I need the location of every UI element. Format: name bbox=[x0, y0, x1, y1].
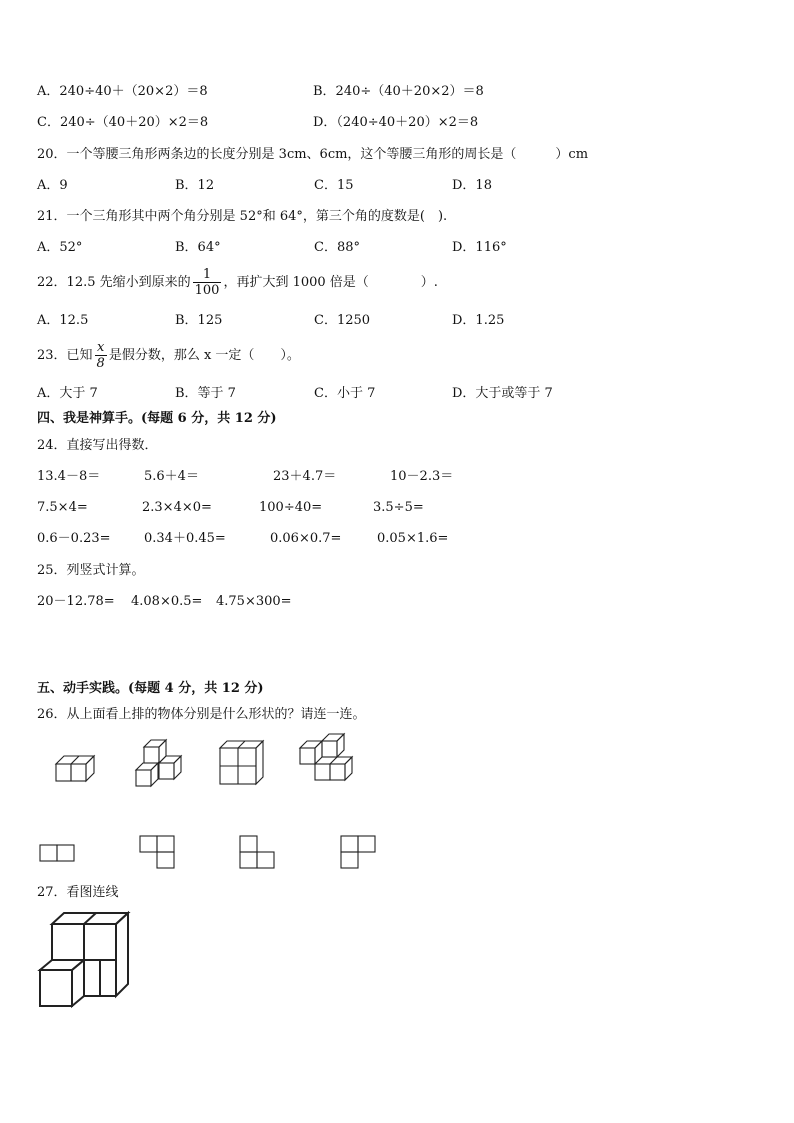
q20-option-c: C．15 bbox=[314, 178, 354, 193]
q23-option-a: A．大于 7 bbox=[37, 386, 98, 401]
q27-figure bbox=[40, 912, 130, 1008]
q20-option-a: A．9 bbox=[37, 178, 68, 193]
q22-fraction bbox=[193, 267, 222, 298]
q21-option-b: B．64° bbox=[175, 240, 221, 255]
q19-option-c: C．240÷（40＋20）×2＝8 bbox=[37, 115, 209, 130]
q24-item: 2.3×4×0= bbox=[142, 500, 212, 515]
q19-option-d: D．（240÷40＋20）×2＝8 bbox=[313, 115, 479, 130]
q23-stem bbox=[37, 340, 300, 371]
q22-stem-after: ，再扩大到 1000 倍是（ ）. bbox=[223, 275, 438, 290]
q23-option-d: D．大于或等于 7 bbox=[452, 386, 553, 401]
q21-option-a: A．52° bbox=[37, 240, 83, 255]
q20-option-b: B．12 bbox=[175, 178, 215, 193]
q21-option-c: C．88° bbox=[314, 240, 360, 255]
q24-item: 100÷40= bbox=[259, 500, 323, 515]
q24-item: 5.6＋4＝ bbox=[144, 469, 199, 484]
q25-item: 4.08×0.5= bbox=[131, 594, 203, 609]
q26-figure-1 bbox=[56, 751, 106, 787]
q27-stem: 27．看图连线 bbox=[37, 885, 119, 900]
q24-item: 0.34＋0.45= bbox=[144, 531, 226, 546]
q19-option-b: B．240÷（40＋20×2）＝8 bbox=[313, 84, 484, 99]
q24-item: 10－2.3＝ bbox=[390, 469, 454, 484]
q23-stem-before: 23．已知 bbox=[37, 348, 93, 363]
q24-item: 13.4－8＝ bbox=[37, 469, 101, 484]
q24-item: 3.5÷5= bbox=[373, 500, 424, 515]
q26-topview-1 bbox=[40, 845, 76, 863]
q19-option-a: A．240÷40＋（20×2）＝8 bbox=[37, 84, 208, 99]
q20-stem: 20．一个等腰三角形两条边的长度分别是 3cm、6cm，这个等腰三角形的周长是（ ）cm bbox=[37, 147, 589, 162]
q23-fraction bbox=[95, 340, 107, 371]
q24-item: 0.6－0.23= bbox=[37, 531, 111, 546]
q26-figure-2 bbox=[136, 739, 190, 789]
section5-title: 五、动手实践。(每题 4 分，共 12 分) bbox=[37, 681, 264, 696]
q23-frac-num: x bbox=[95, 340, 107, 356]
q24-item: 23＋4.7＝ bbox=[273, 469, 337, 484]
section4-title: 四、我是神算手。(每题 6 分，共 12 分) bbox=[37, 411, 277, 426]
q21-option-d: D．116° bbox=[452, 240, 507, 255]
q22-option-a: A．12.5 bbox=[37, 313, 89, 328]
q22-stem-before: 22．12.5 先缩小到原来的 bbox=[37, 275, 191, 290]
q23-option-b: B．等于 7 bbox=[175, 386, 236, 401]
q22-option-b: B．125 bbox=[175, 313, 223, 328]
q25-item: 20－12.78= bbox=[37, 594, 115, 609]
q24-item: 7.5×4= bbox=[37, 500, 88, 515]
q26-topview-4 bbox=[341, 836, 379, 870]
q26-topview-2 bbox=[140, 836, 178, 870]
q21-stem: 21．一个三角形其中两个角分别是 52°和 64°，第三个角的度数是( ). bbox=[37, 209, 448, 224]
q25-stem: 25．列竖式计算。 bbox=[37, 563, 145, 578]
q24-stem: 24．直接写出得数． bbox=[37, 438, 158, 453]
q23-option-c: C．小于 7 bbox=[314, 386, 376, 401]
q23-stem-after: 是假分数，那么 x 一定（ ）。 bbox=[108, 348, 300, 363]
q22-option-d: D．1.25 bbox=[452, 313, 505, 328]
q20-option-d: D．18 bbox=[452, 178, 492, 193]
q22-stem bbox=[37, 267, 438, 298]
q22-option-c: C．1250 bbox=[314, 313, 371, 328]
q26-figure-3 bbox=[220, 741, 268, 785]
q24-item: 0.05×1.6= bbox=[377, 531, 449, 546]
q22-frac-den: 100 bbox=[194, 283, 220, 298]
q26-stem: 26．从上面看上排的物体分别是什么形状的？请连一连。 bbox=[37, 707, 366, 722]
q24-item: 0.06×0.7= bbox=[270, 531, 342, 546]
q26-figure-4 bbox=[300, 733, 356, 785]
q23-frac-den: 8 bbox=[96, 356, 105, 371]
q22-frac-num: 1 bbox=[193, 267, 222, 283]
q26-topview-3 bbox=[240, 836, 278, 870]
q25-item: 4.75×300= bbox=[216, 594, 292, 609]
